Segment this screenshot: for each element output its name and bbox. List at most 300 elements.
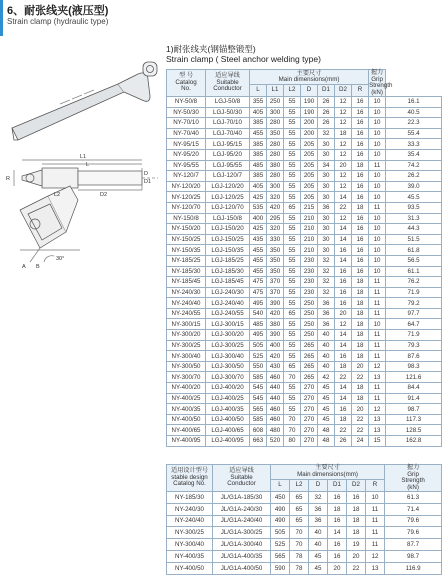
table-row xyxy=(167,515,442,527)
table-cell: 55.4 xyxy=(386,128,442,139)
header-accent-bar xyxy=(0,0,3,36)
table-cell: LGJ-150/8 xyxy=(206,213,250,224)
table-cell: NY-400/35 xyxy=(167,404,206,415)
table-cell: JL/G1A-185/30 xyxy=(213,492,271,504)
table-cell: 385 xyxy=(250,171,267,182)
table-row xyxy=(167,160,442,171)
table-cell: 440 xyxy=(267,383,284,394)
table-cell: 11 xyxy=(369,298,386,309)
table-cell: 45 xyxy=(318,383,335,394)
table-cell: 10 xyxy=(369,224,386,235)
table-cell: 350 xyxy=(267,128,284,139)
table-cell: 520 xyxy=(267,436,284,447)
header-dimensions: 主要尺寸 Main dimensions(mm) xyxy=(250,70,369,85)
table-cell: 55 xyxy=(284,330,301,341)
table-cell: 525 xyxy=(271,539,290,551)
table-row xyxy=(167,298,442,309)
table-cell: 162.8 xyxy=(386,436,442,447)
table-cell: 98.7 xyxy=(386,404,442,415)
table-cell: NY-400/25 xyxy=(167,393,206,404)
table-cell: 19 xyxy=(347,539,366,551)
table-cell: 20 xyxy=(335,308,352,319)
table-cell: 61.8 xyxy=(386,245,442,256)
table-cell: 16 xyxy=(335,298,352,309)
table-cell: 79.6 xyxy=(385,527,442,539)
table-cell: 300 xyxy=(267,181,284,192)
table-cell: 11 xyxy=(366,539,385,551)
table-cell: 98.7 xyxy=(385,550,442,562)
table-cell: 39.0 xyxy=(386,181,442,192)
table-cell: LGJ-70/10 xyxy=(206,118,250,129)
spec-table-steel-anchor xyxy=(166,69,442,447)
label-L: L xyxy=(86,162,90,168)
table-cell: 16 xyxy=(335,277,352,288)
table-cell: 190 xyxy=(301,107,318,118)
table-cell: 10 xyxy=(369,171,386,182)
table-cell: 12 xyxy=(335,171,352,182)
table-cell: 16 xyxy=(352,192,369,203)
table-cell: 585 xyxy=(250,414,267,425)
table-cell: 55 xyxy=(284,245,301,256)
table-cell: 450 xyxy=(271,492,290,504)
table-cell: NY-400/50 xyxy=(167,562,213,574)
table-cell: 16 xyxy=(352,255,369,266)
table-cell: NY-240/40 xyxy=(167,515,213,527)
table-cell: 455 xyxy=(250,255,267,266)
table-cell: 485 xyxy=(250,319,267,330)
table-cell: LGJ-400/50 xyxy=(206,414,250,425)
table-cell: 16 xyxy=(328,539,347,551)
label-D1: D1 xyxy=(144,179,152,185)
table-cell: 250 xyxy=(301,298,318,309)
table-cell: 71.4 xyxy=(385,503,442,515)
table-cell: 70 xyxy=(290,539,309,551)
table-cell: 32 xyxy=(318,128,335,139)
table-cell: 20 xyxy=(352,404,369,415)
table-cell: 30 xyxy=(318,181,335,192)
table-cell: 270 xyxy=(301,393,318,404)
table-cell: 10 xyxy=(369,255,386,266)
table-cell: 420 xyxy=(267,308,284,319)
table-cell: LGJ-300/40 xyxy=(206,351,250,362)
table-cell: 16 xyxy=(335,404,352,415)
table-cell: 18 xyxy=(335,128,352,139)
table-cell: 18 xyxy=(352,202,369,213)
table-cell: 16 xyxy=(352,97,369,108)
table-cell: 22 xyxy=(352,425,369,436)
table-cell: 117.3 xyxy=(386,414,442,425)
table-cell: 205 xyxy=(301,181,318,192)
table-cell: 33.3 xyxy=(386,139,442,150)
table-cell: 490 xyxy=(271,515,290,527)
table-cell: 10 xyxy=(369,192,386,203)
table-cell: LGJ-185/30 xyxy=(206,266,250,277)
table-cell: 36 xyxy=(318,202,335,213)
table-cell: 425 xyxy=(250,224,267,235)
table-cell: 12 xyxy=(335,213,352,224)
table-cell: 250 xyxy=(301,308,318,319)
section-title-en: Strain clamp ( Steel anchor welding type) xyxy=(166,54,321,64)
label-A: A xyxy=(22,264,26,270)
table-cell: 55 xyxy=(284,107,301,118)
table-cell: 280 xyxy=(267,118,284,129)
table-cell: 440 xyxy=(267,393,284,404)
header-dim-l: L xyxy=(250,85,267,97)
table-cell: 22 xyxy=(335,202,352,213)
table-cell: 18 xyxy=(352,351,369,362)
table-cell: 14 xyxy=(335,224,352,235)
table-cell: 78 xyxy=(290,562,309,574)
table-cell: 425 xyxy=(250,192,267,203)
table-row xyxy=(167,107,442,118)
table-cell: 16 xyxy=(352,107,369,118)
table-cell: LGJ-70/40 xyxy=(206,128,250,139)
strain-clamp-drawing xyxy=(0,40,165,390)
table-cell: 270 xyxy=(301,436,318,447)
header-grip-strength: 握力 Grip Strength (kN) xyxy=(385,465,442,492)
table-cell: NY-300/40 xyxy=(167,539,213,551)
table-cell: 320 xyxy=(267,224,284,235)
table-cell: 18 xyxy=(352,340,369,351)
table-cell: 18 xyxy=(352,160,369,171)
table-cell: 87.7 xyxy=(385,539,442,551)
table-cell: 230 xyxy=(301,287,318,298)
table-cell: LGJ-95/20 xyxy=(206,149,250,160)
table-cell: 65 xyxy=(290,503,309,515)
table-cell: NY-400/35 xyxy=(167,550,213,562)
header-dim-l1: L1 xyxy=(267,85,284,97)
table-cell: 30 xyxy=(318,234,335,245)
clamp-3d-view xyxy=(12,62,157,140)
table-cell: 11 xyxy=(366,515,385,527)
table-cell: 16 xyxy=(352,224,369,235)
table-row xyxy=(167,171,442,182)
table-cell: NY-300/70 xyxy=(167,372,206,383)
table-cell: 55 xyxy=(284,118,301,129)
table-cell: 16 xyxy=(352,234,369,245)
table-cell: 535 xyxy=(250,202,267,213)
header-dim-r: R xyxy=(366,479,385,491)
table-cell: 55 xyxy=(284,255,301,266)
table-cell: 61.1 xyxy=(386,266,442,277)
table-cell: LGJ-150/35 xyxy=(206,245,250,256)
table-cell: NY-240/55 xyxy=(167,308,206,319)
table-cell: 48 xyxy=(318,425,335,436)
table-cell: 10 xyxy=(369,118,386,129)
table-cell: 485 xyxy=(250,160,267,171)
table-cell: 330 xyxy=(267,234,284,245)
table-cell: 10 xyxy=(366,492,385,504)
header-dim-d: D xyxy=(309,479,328,491)
table-row xyxy=(167,234,442,245)
table-cell: 420 xyxy=(267,351,284,362)
table-cell: 390 xyxy=(267,330,284,341)
table-cell: 405 xyxy=(250,181,267,192)
table-cell: 36 xyxy=(318,298,335,309)
spec-table-jl-g1a xyxy=(166,464,442,575)
table-cell: 460 xyxy=(267,404,284,415)
table-cell: 22 xyxy=(335,425,352,436)
header-dim-r: R xyxy=(352,85,369,97)
table-cell: 12 xyxy=(335,139,352,150)
table-row xyxy=(167,550,442,562)
table-row xyxy=(167,492,442,504)
section-title xyxy=(166,44,321,64)
table-cell: 18 xyxy=(352,298,369,309)
table-cell: 18 xyxy=(347,527,366,539)
table-cell: 55 xyxy=(284,160,301,171)
table-cell: 55 xyxy=(284,192,301,203)
table-row xyxy=(167,213,442,224)
table-row xyxy=(167,287,442,298)
table-cell: 435 xyxy=(250,234,267,245)
table-cell: 32 xyxy=(318,277,335,288)
table-cell: 26 xyxy=(335,436,352,447)
table-row xyxy=(167,192,442,203)
table-row xyxy=(167,118,442,129)
table-cell: 22.3 xyxy=(386,118,442,129)
table-cell: 210 xyxy=(301,224,318,235)
table-cell: 40 xyxy=(318,340,335,351)
table-row xyxy=(167,436,442,447)
table-cell: 550 xyxy=(250,361,267,372)
table-cell: 565 xyxy=(271,550,290,562)
table-cell: 32 xyxy=(309,492,328,504)
table-cell: 97.7 xyxy=(386,308,442,319)
table-cell: JL/G1A-400/35 xyxy=(213,550,271,562)
table-cell: 18 xyxy=(335,361,352,372)
table-row xyxy=(167,393,442,404)
table-cell: LGJ-400/65 xyxy=(206,425,250,436)
label-R: R xyxy=(6,176,10,182)
table-cell: 10 xyxy=(369,107,386,118)
table-cell: 30 xyxy=(318,192,335,203)
table-cell: 12 xyxy=(369,361,386,372)
table-cell: 18 xyxy=(347,503,366,515)
table-cell: 79.2 xyxy=(386,298,442,309)
table-cell: 370 xyxy=(267,277,284,288)
table-cell: JL/G1A-300/25 xyxy=(213,527,271,539)
table-cell: 30 xyxy=(318,245,335,256)
header-grip-strength: 握力 Grip Strength (kN) xyxy=(369,69,393,96)
table-cell: 405 xyxy=(250,107,267,118)
table-cell: 608 xyxy=(250,425,267,436)
table-cell: 65 xyxy=(284,202,301,213)
table-cell: 76.2 xyxy=(386,277,442,288)
table-cell: 11 xyxy=(369,277,386,288)
table-cell: 55 xyxy=(284,139,301,150)
table-cell: 16 xyxy=(352,213,369,224)
table-cell: 205 xyxy=(301,171,318,182)
table-cell: 98.3 xyxy=(386,361,442,372)
table-cell: 205 xyxy=(301,160,318,171)
table-cell: 10 xyxy=(369,234,386,245)
table-cell: 12 xyxy=(335,319,352,330)
table-cell: 14 xyxy=(335,255,352,266)
table-cell: NY-120/20 xyxy=(167,181,206,192)
table-cell: 663 xyxy=(250,436,267,447)
table-header-row xyxy=(167,70,442,85)
table-cell: 55 xyxy=(284,277,301,288)
table-cell: 430 xyxy=(267,361,284,372)
table-row xyxy=(167,383,442,394)
table-cell: 42 xyxy=(318,372,335,383)
table-cell: LGJ-120/25 xyxy=(206,192,250,203)
table-cell: 265 xyxy=(301,351,318,362)
table-cell: 14 xyxy=(335,192,352,203)
header-dim-d: D xyxy=(301,85,318,97)
table-cell: 24 xyxy=(352,436,369,447)
label-L1: L1 xyxy=(80,154,87,160)
table-cell: 11 xyxy=(369,351,386,362)
table-cell: 460 xyxy=(267,372,284,383)
table-cell: 14 xyxy=(335,330,352,341)
table-cell: 16 xyxy=(328,550,347,562)
table-cell: 71.9 xyxy=(386,330,442,341)
table-cell: 10 xyxy=(369,266,386,277)
table-cell: 22 xyxy=(352,372,369,383)
header-dim-d2: D2 xyxy=(335,85,352,97)
table-cell: 400 xyxy=(267,340,284,351)
table-cell: 45.5 xyxy=(386,192,442,203)
table-cell: 30 xyxy=(318,171,335,182)
label-L2: L2 xyxy=(54,192,61,198)
header-dim-d1: D1 xyxy=(328,479,347,491)
table-cell: 16 xyxy=(352,118,369,129)
table-cell: JL/G1A-400/50 xyxy=(213,562,271,574)
table-cell: NY-95/15 xyxy=(167,139,206,150)
table-cell: 55 xyxy=(284,266,301,277)
table-cell: 55 xyxy=(284,171,301,182)
table-cell: 45 xyxy=(318,393,335,404)
table-cell: 545 xyxy=(250,383,267,394)
table-cell: LGJ-120/20 xyxy=(206,181,250,192)
table-cell: 16 xyxy=(347,492,366,504)
table-cell: NY-400/50 xyxy=(167,414,206,425)
table-cell: 16 xyxy=(352,171,369,182)
table-cell: 16 xyxy=(328,515,347,527)
table-cell: 250 xyxy=(267,97,284,108)
table-cell: NY-400/20 xyxy=(167,383,206,394)
table-cell: 455 xyxy=(250,245,267,256)
table-row xyxy=(167,503,442,515)
table-cell: 22 xyxy=(352,414,369,425)
table-cell: 55 xyxy=(284,97,301,108)
table-cell: 26.2 xyxy=(386,171,442,182)
table-cell: 280 xyxy=(267,171,284,182)
table-cell: 230 xyxy=(301,266,318,277)
table-cell: 79.3 xyxy=(386,340,442,351)
table-cell: 12 xyxy=(366,550,385,562)
page-header xyxy=(0,0,444,36)
table-cell: 495 xyxy=(250,330,267,341)
table-cell: 93.5 xyxy=(386,202,442,213)
header-dim-l2: L2 xyxy=(284,85,301,97)
table-cell: NY-95/20 xyxy=(167,149,206,160)
table-cell: LGJ-240/30 xyxy=(206,287,250,298)
table-cell: 14 xyxy=(335,393,352,404)
table-cell: LGJ-185/45 xyxy=(206,277,250,288)
table-cell: 18 xyxy=(335,414,352,425)
table-cell: 61.3 xyxy=(385,492,442,504)
table-cell: 210 xyxy=(301,213,318,224)
table-cell: 16 xyxy=(335,245,352,256)
table-cell: 65 xyxy=(284,361,301,372)
table-cell: 36 xyxy=(309,515,328,527)
table-cell: 16 xyxy=(352,139,369,150)
table-cell: 11 xyxy=(369,393,386,404)
table-cell: LGJ-400/20 xyxy=(206,383,250,394)
table-cell: 20 xyxy=(335,160,352,171)
table-cell: 265 xyxy=(301,361,318,372)
table-cell: 70 xyxy=(290,527,309,539)
table-cell: 44.3 xyxy=(386,224,442,235)
table-cell: 420 xyxy=(267,202,284,213)
table-cell: 200 xyxy=(301,118,318,129)
table-cell: 18 xyxy=(352,308,369,319)
table-cell: 40.5 xyxy=(386,107,442,118)
table-cell: 18 xyxy=(352,383,369,394)
table-cell: LGJ-240/40 xyxy=(206,298,250,309)
table-cell: 350 xyxy=(267,255,284,266)
table-row xyxy=(167,97,442,108)
table-cell: 590 xyxy=(271,562,290,574)
table-cell: 12 xyxy=(369,404,386,415)
table-cell: 525 xyxy=(250,351,267,362)
table-cell: NY-150/20 xyxy=(167,224,206,235)
table-cell: 31.3 xyxy=(386,213,442,224)
table-cell: 295 xyxy=(267,213,284,224)
table-cell: 64.7 xyxy=(386,319,442,330)
table-cell: JL/G1A-240/40 xyxy=(213,515,271,527)
table-cell: 40 xyxy=(309,539,328,551)
table-cell: 35.4 xyxy=(386,149,442,160)
table-cell: 55 xyxy=(284,181,301,192)
table-cell: JL/G1A-300/40 xyxy=(213,539,271,551)
table-cell: 48 xyxy=(318,436,335,447)
table-cell: 18 xyxy=(352,319,369,330)
table-cell: NY-120/7 xyxy=(167,171,206,182)
table-cell: NY-120/25 xyxy=(167,192,206,203)
table-cell: 15 xyxy=(369,436,386,447)
table-cell: 270 xyxy=(301,414,318,425)
table-row xyxy=(167,319,442,330)
page-subtitle: Strain clamp (hydraulic type) xyxy=(7,17,109,26)
table-cell: 230 xyxy=(301,277,318,288)
table-cell: 16 xyxy=(352,266,369,277)
table-cell: 26 xyxy=(318,97,335,108)
table-cell: 55 xyxy=(284,340,301,351)
table-cell: LGJ-300/25 xyxy=(206,340,250,351)
header-dim-l2: L2 xyxy=(290,479,309,491)
table-cell: 205 xyxy=(301,192,318,203)
table-row xyxy=(167,372,442,383)
table-cell: 128.5 xyxy=(386,425,442,436)
table-cell: LGJ-300/70 xyxy=(206,372,250,383)
header-model: 型 号 Catalog No. xyxy=(167,70,206,97)
table-cell: 16 xyxy=(352,245,369,256)
table-cell: 26 xyxy=(318,107,335,118)
table-cell: 84.4 xyxy=(386,383,442,394)
table-cell: 55 xyxy=(284,351,301,362)
header-dim-d2: D2 xyxy=(347,479,366,491)
table-row xyxy=(167,202,442,213)
table-cell: 10 xyxy=(369,128,386,139)
table-cell: 78 xyxy=(290,550,309,562)
label-angle: 30° xyxy=(56,256,65,262)
table-cell: 32 xyxy=(318,266,335,277)
table-cell: NY-150/35 xyxy=(167,245,206,256)
